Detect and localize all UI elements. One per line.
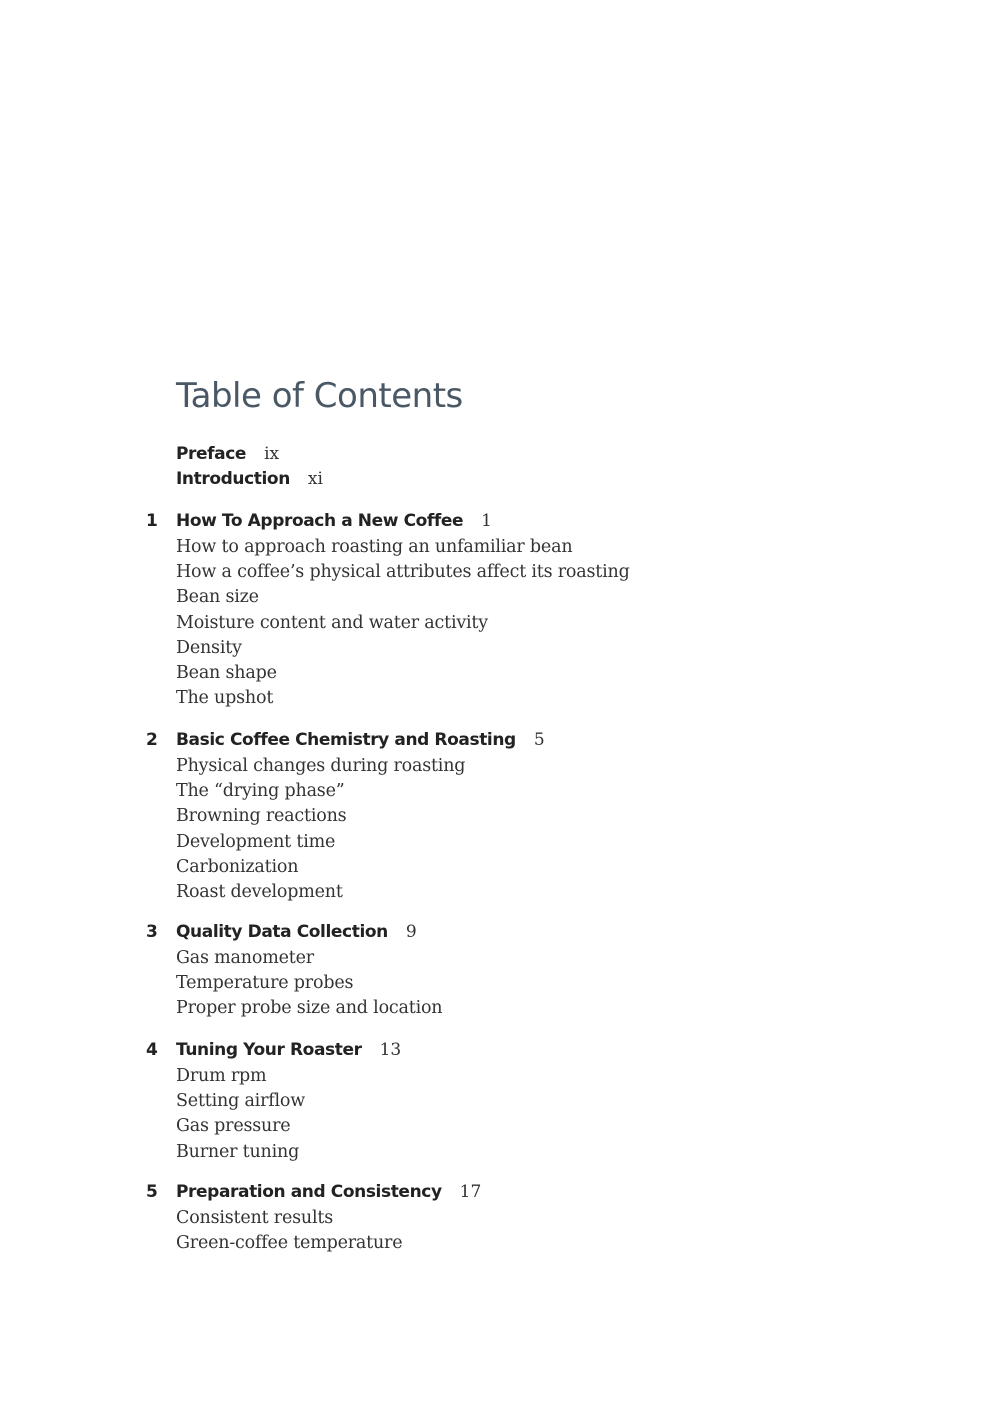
section-entry[interactable]: Temperature probes xyxy=(176,973,354,994)
page-number: 1 xyxy=(481,511,492,531)
chapter-number: 3 xyxy=(146,922,158,942)
section-entry[interactable]: Consistent results xyxy=(176,1208,333,1228)
section-entry[interactable]: Roast development xyxy=(176,882,343,902)
chapter-number: 4 xyxy=(146,1040,158,1060)
chapter-title xyxy=(176,1040,401,1060)
chapter-title-text: Quality Data Collection xyxy=(176,922,388,942)
section-entry[interactable]: Green-coffee temperature xyxy=(176,1233,403,1254)
front-matter-title xyxy=(176,469,323,489)
chapter-title-text: Basic Coffee Chemistry and Roasting xyxy=(176,730,516,750)
section-entry[interactable]: Drum rpm xyxy=(176,1066,267,1086)
front-matter-title-text: Introduction xyxy=(176,469,290,489)
section-entry[interactable]: How a coffee’s physical attributes affect its roasting xyxy=(176,562,630,583)
front-matter-title-text: Preface xyxy=(176,444,247,464)
section-entry[interactable]: The upshot xyxy=(176,688,274,709)
chapter-title-text: Preparation and Consistency xyxy=(176,1182,442,1202)
section-entry[interactable]: Gas pressure xyxy=(176,1116,291,1137)
section-entry[interactable]: Carbonization xyxy=(176,856,299,877)
section-entry[interactable]: Physical changes during roasting xyxy=(176,756,466,776)
section-entry[interactable]: Moisture content and water activity xyxy=(176,612,488,633)
chapter-number: 5 xyxy=(146,1182,158,1202)
page-number: 5 xyxy=(533,730,545,750)
chapter-title xyxy=(176,922,417,942)
section-entry[interactable]: Bean shape xyxy=(176,663,277,683)
page-title: Table of Contents xyxy=(176,376,463,416)
chapter-title-text: Tuning Your Roaster xyxy=(176,1040,362,1060)
section-entry[interactable]: The “drying phase” xyxy=(176,781,345,802)
chapter-number: 2 xyxy=(146,730,158,750)
section-entry[interactable]: Burner tuning xyxy=(176,1141,300,1162)
page-number: xi xyxy=(307,469,323,489)
section-entry[interactable]: Bean size xyxy=(176,587,259,608)
chapter-title xyxy=(176,730,545,750)
chapter-title xyxy=(176,1182,481,1202)
page-number: 17 xyxy=(459,1182,482,1202)
section-entry[interactable]: Development time xyxy=(176,831,336,852)
page-number: 13 xyxy=(379,1040,402,1060)
front-matter-title xyxy=(176,444,279,464)
page-number: ix xyxy=(264,444,280,464)
chapter-title xyxy=(176,511,492,531)
section-entry[interactable]: How to approach roasting an unfamiliar bean xyxy=(176,537,573,557)
chapter-title-text: How To Approach a New Coffee xyxy=(176,511,464,531)
section-entry[interactable]: Gas manometer xyxy=(176,948,314,968)
section-entry[interactable]: Proper probe size and location xyxy=(176,998,443,1019)
section-entry[interactable]: Browning reactions xyxy=(176,806,347,827)
chapter-number: 1 xyxy=(146,511,158,531)
section-entry[interactable]: Setting airflow xyxy=(176,1091,306,1112)
page-number: 9 xyxy=(405,922,417,942)
section-entry[interactable]: Density xyxy=(176,637,242,658)
